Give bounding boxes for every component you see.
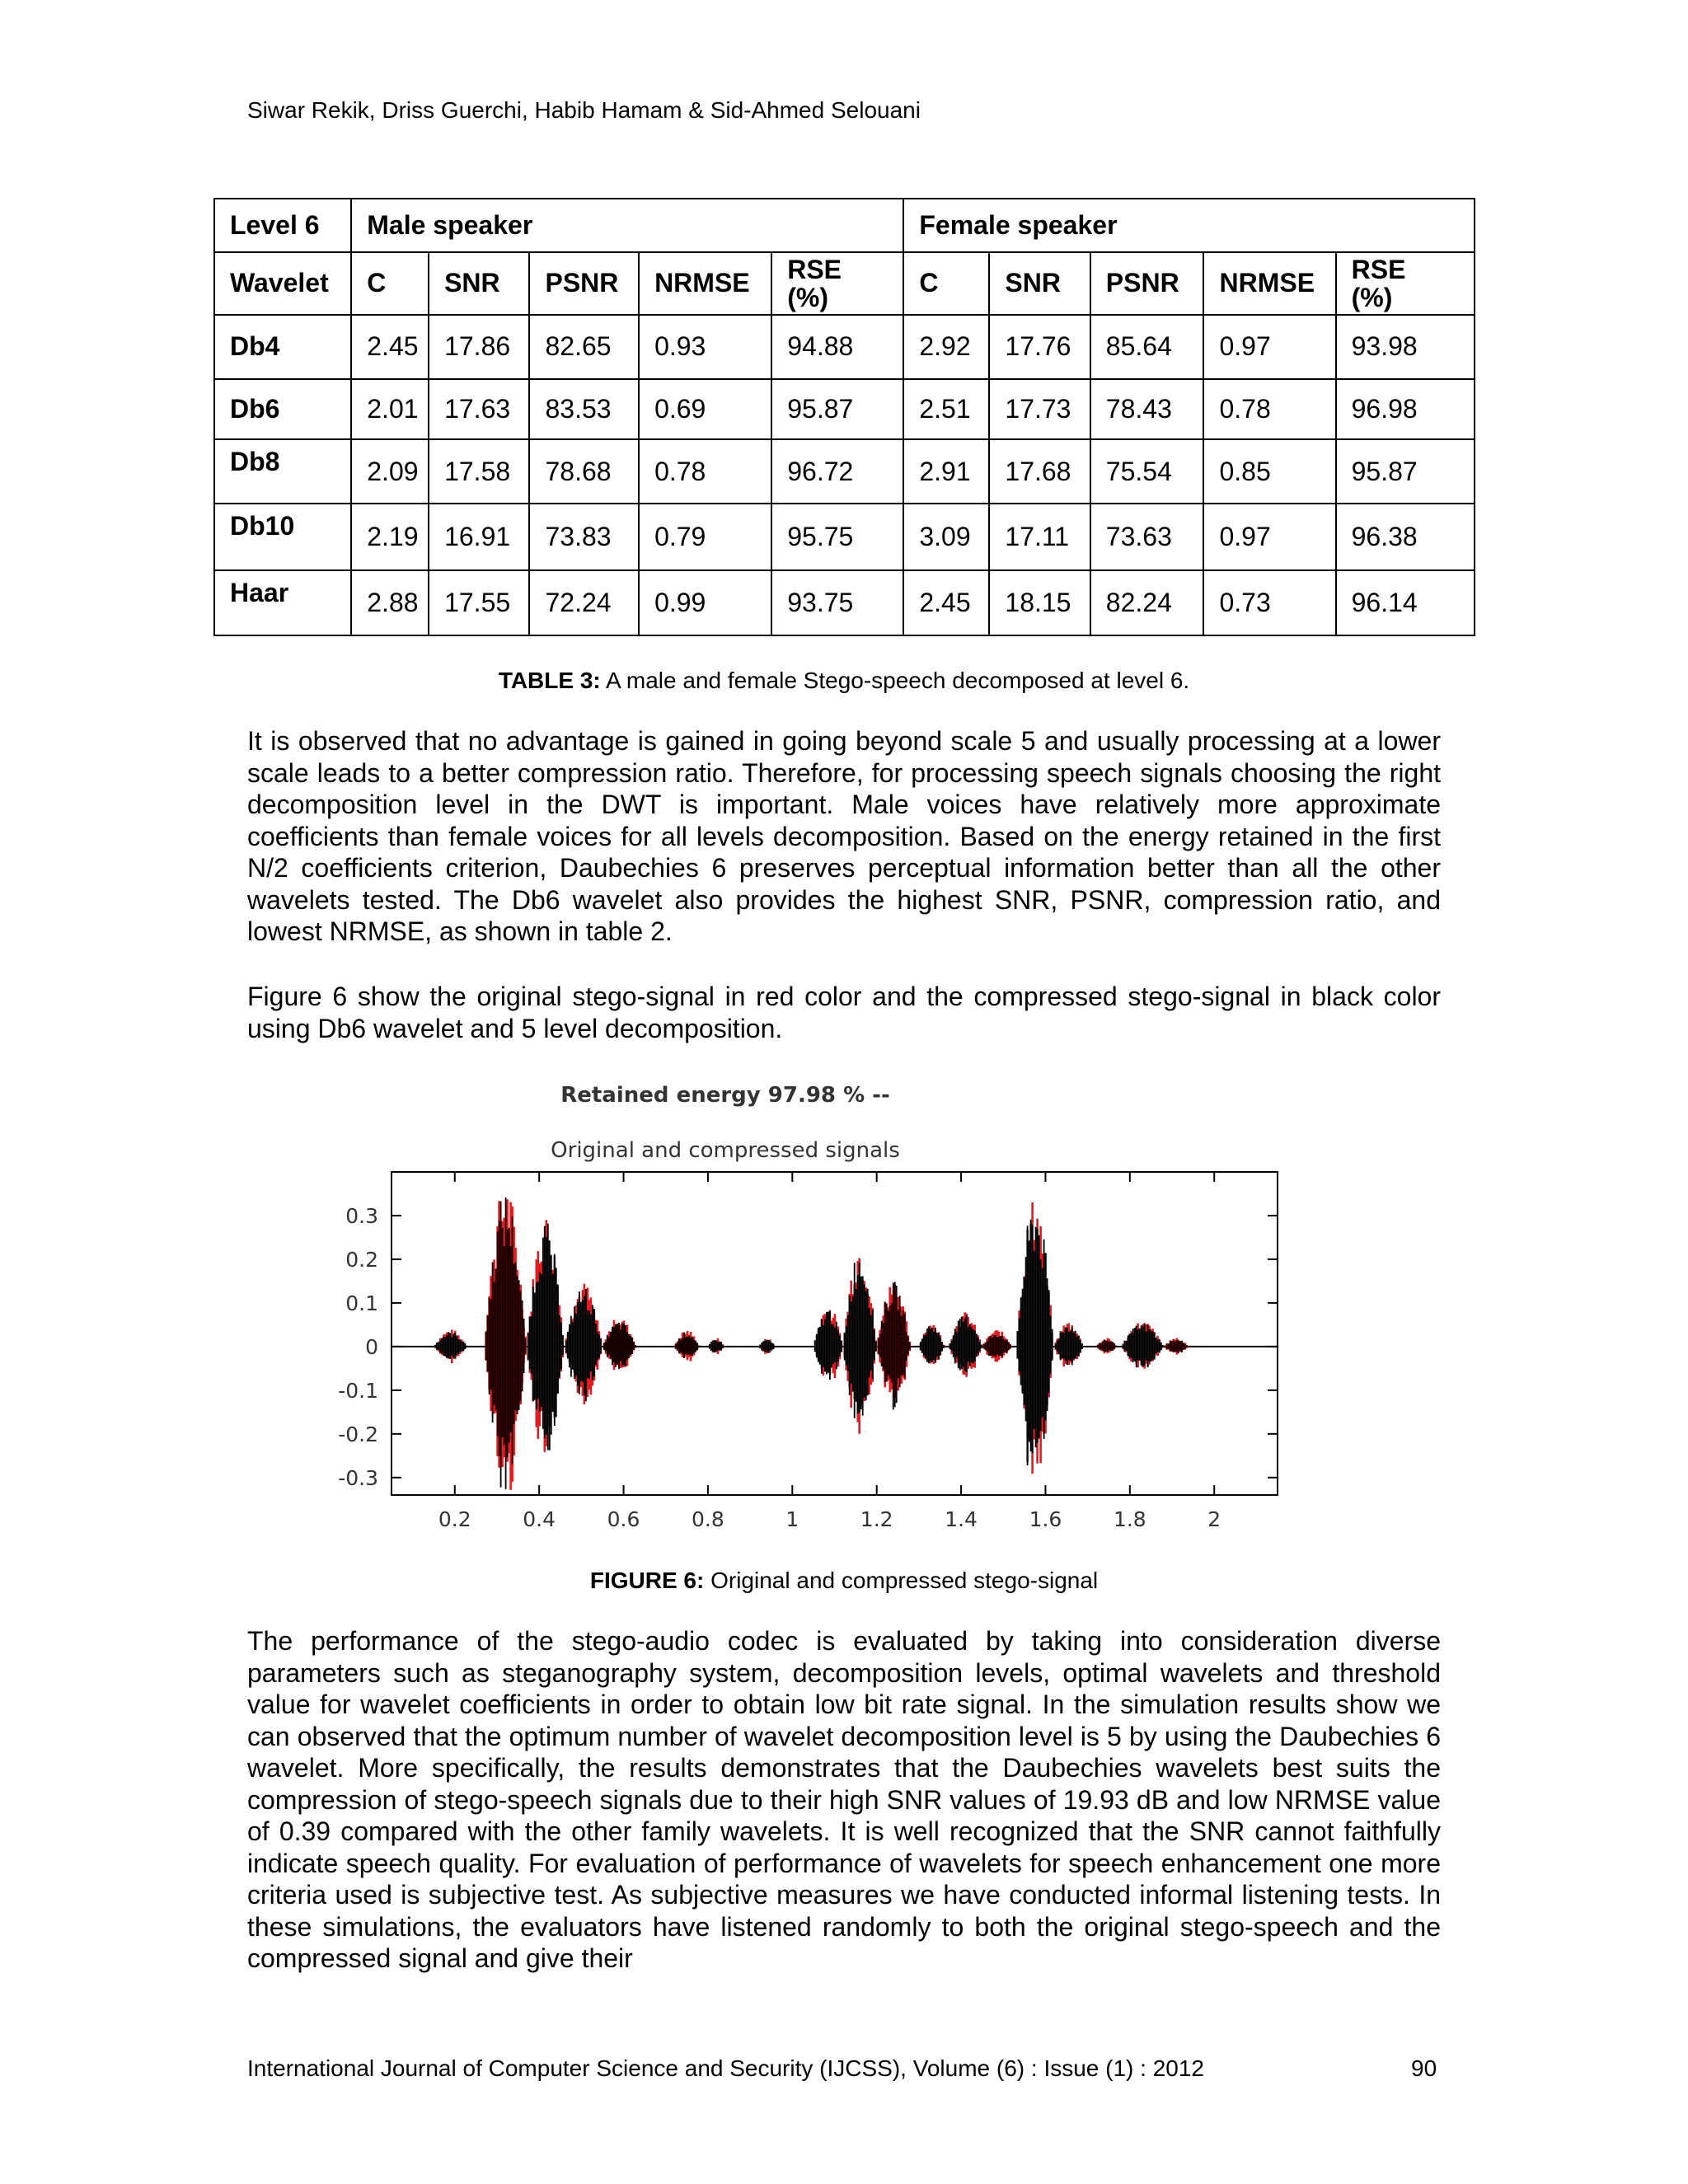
- table-cell: 0.93: [639, 315, 771, 379]
- x-tick-label: 0.6: [607, 1507, 640, 1531]
- table-cell: 17.73: [989, 379, 1090, 439]
- table-cell: 0.73: [1203, 570, 1335, 635]
- level-header: Level 6: [214, 199, 351, 252]
- row-label: Db10: [214, 504, 351, 569]
- paragraph: The performance of the stego-audio codec is evaluated by taking into consideration diverse parameters such as steganography system, decomposition levels, optimal wavelets and threshold value for wavelet coefficients in order to obtain low bit rate signal. In the simulation results show we can observed that the optimum number of wavelet decomposition level is 5 by using the Daubechies 6 wavelet. More specifically, the results demonstrates that the Daubechies wavelets best suits the compression of stego-speech signals due to their high SNR values of 19.93 dB and low NRMSE value of 0.39 compared with the other family wavelets. It is well recognized that the SNR cannot faithfully indicate speech quality. For evaluation of performance of wavelets for speech enhancement one more criteria used is subjective test. As subjective measures we have conducted informal listening tests. In these simulations, the evaluators have listened randomly to both the original stego-speech and the compressed signal and give their: [247, 1626, 1441, 1973]
- table-caption-label: TABLE 3:: [498, 668, 601, 693]
- table-cell: 17.76: [989, 315, 1090, 379]
- figure-caption-text: Original and compressed stego-signal: [704, 1568, 1099, 1593]
- table-cell: 94.88: [771, 315, 903, 379]
- table-cell: 2.19: [351, 504, 429, 569]
- table-cell: 2.51: [903, 379, 989, 439]
- table-cell: 73.83: [529, 504, 639, 569]
- column-header: RSE (%): [1336, 252, 1475, 314]
- table-cell: 95.87: [771, 379, 903, 439]
- table-cell: 0.78: [1203, 379, 1335, 439]
- paragraph: It is observed that no advantage is gained in going beyond scale 5 and usually processing at a lower scale leads to a better compression ratio. Therefore, for processing speech signals choosing the right decomposition level in the DWT is important. Male voices have relatively more approximate coefficients than female voices for all levels decomposition. Based on the energy retained in the first N/2 coefficients criterion, Daubechies 6 preserves perceptual information better than all the other wavelets tested. The Db6 wavelet also provides the highest SNR, PSNR, compression ratio, and lowest NRMSE, as shown in table 2.: [247, 726, 1441, 946]
- table-row: [214, 439, 1475, 504]
- table-cell: 2.09: [351, 439, 429, 504]
- figure-caption-label: FIGURE 6:: [589, 1568, 705, 1593]
- table-cell: 73.63: [1090, 504, 1204, 569]
- table-cell: 2.45: [351, 315, 429, 379]
- x-tick-label: 1.6: [1029, 1507, 1062, 1531]
- x-tick-label: 1.8: [1113, 1507, 1146, 1531]
- row-label: Db4: [214, 315, 351, 379]
- y-tick-label: -0.1: [338, 1378, 378, 1403]
- waveform-chart: [313, 1071, 1294, 1533]
- table-cell: 0.99: [639, 570, 771, 635]
- male-group-header: Male speaker: [351, 199, 903, 252]
- table-cell: 96.14: [1336, 570, 1475, 635]
- results-table: [213, 198, 1475, 636]
- table-row: [214, 315, 1475, 379]
- page-number: 90: [1411, 2055, 1437, 2081]
- x-tick-label: 1.2: [860, 1507, 893, 1531]
- chart-subtitle: Original and compressed signals: [551, 1138, 900, 1163]
- table-cell: 78.43: [1090, 379, 1204, 439]
- table-cell: 78.68: [529, 439, 639, 504]
- table-cell: 96.72: [771, 439, 903, 504]
- table-row: [214, 504, 1475, 569]
- table-cell: 82.24: [1090, 570, 1204, 635]
- chart-title: Retained energy 97.98 % --: [560, 1083, 890, 1108]
- table-cell: 93.75: [771, 570, 903, 635]
- table-caption-text: A male and female Stego-speech decomposed at level 6.: [600, 668, 1190, 693]
- paragraph: Figure 6 show the original stego-signal in red color and the compressed stego-signal in black color using Db6 wavelet and 5 level decomposition.: [247, 982, 1441, 1043]
- table-cell: 2.88: [351, 570, 429, 635]
- row-label: Db6: [214, 379, 351, 439]
- table-cell: 17.86: [429, 315, 529, 379]
- table-caption: [0, 668, 1688, 694]
- column-header: C: [351, 252, 429, 314]
- table-cell: 0.97: [1203, 504, 1335, 569]
- table-cell: 17.68: [989, 439, 1090, 504]
- y-tick-label: 0.3: [345, 1203, 378, 1228]
- column-header: NRMSE: [1203, 252, 1335, 314]
- table-cell: 2.45: [903, 570, 989, 635]
- table-cell: 93.98: [1336, 315, 1475, 379]
- table-row: [214, 379, 1475, 439]
- column-header: SNR: [429, 252, 529, 314]
- column-header: NRMSE: [639, 252, 771, 314]
- table-cell: 17.58: [429, 439, 529, 504]
- table-cell: 18.15: [989, 570, 1090, 635]
- table-cell: 96.98: [1336, 379, 1475, 439]
- table-cell: 3.09: [903, 504, 989, 569]
- table-cell: 17.55: [429, 570, 529, 635]
- figure-caption: [0, 1568, 1688, 1594]
- table-cell: 0.69: [639, 379, 771, 439]
- table-cell: 96.38: [1336, 504, 1475, 569]
- table-cell: 2.92: [903, 315, 989, 379]
- column-header: SNR: [989, 252, 1090, 314]
- x-tick-label: 1: [785, 1507, 799, 1531]
- column-header: RSE (%): [771, 252, 903, 314]
- row-label: Db8: [214, 439, 351, 504]
- table-cell: 2.01: [351, 379, 429, 439]
- running-header: Siwar Rekik, Driss Guerchi, Habib Hamam & Sid-Ahmed Selouani: [247, 97, 921, 123]
- table-cell: 83.53: [529, 379, 639, 439]
- table-cell: 0.85: [1203, 439, 1335, 504]
- table-cell: 2.91: [903, 439, 989, 504]
- y-tick-label: 0.2: [345, 1247, 378, 1272]
- table-cell: 17.11: [989, 504, 1090, 569]
- footer-journal: International Journal of Computer Science and Security (IJCSS), Volume (6) : Issue (1) : 2012: [247, 2055, 1205, 2081]
- table-cell: 95.75: [771, 504, 903, 569]
- y-tick-label: 0.1: [345, 1291, 378, 1315]
- y-tick-label: -0.3: [338, 1465, 378, 1490]
- table-cell: 75.54: [1090, 439, 1204, 504]
- x-tick-label: 0.4: [523, 1507, 556, 1531]
- y-tick-label: 0: [365, 1334, 378, 1359]
- column-header: C: [903, 252, 989, 314]
- x-tick-label: 0.2: [438, 1507, 471, 1531]
- x-tick-label: 0.8: [692, 1507, 724, 1531]
- table-cell: 16.91: [429, 504, 529, 569]
- table-cell: 0.78: [639, 439, 771, 504]
- table-cell: 85.64: [1090, 315, 1204, 379]
- table-cell: 72.24: [529, 570, 639, 635]
- table-cell: 0.97: [1203, 315, 1335, 379]
- table-cell: 0.79: [639, 504, 771, 569]
- female-group-header: Female speaker: [903, 199, 1475, 252]
- row-label: Haar: [214, 570, 351, 635]
- column-header: PSNR: [529, 252, 639, 314]
- column-header: PSNR: [1090, 252, 1204, 314]
- table-cell: 95.87: [1336, 439, 1475, 504]
- wavelet-header: Wavelet: [214, 252, 351, 314]
- y-tick-label: -0.2: [338, 1422, 378, 1446]
- table-cell: 82.65: [529, 315, 639, 379]
- table-row: [214, 570, 1475, 635]
- x-tick-label: 2: [1207, 1507, 1221, 1531]
- x-tick-label: 1.4: [945, 1507, 978, 1531]
- table-cell: 17.63: [429, 379, 529, 439]
